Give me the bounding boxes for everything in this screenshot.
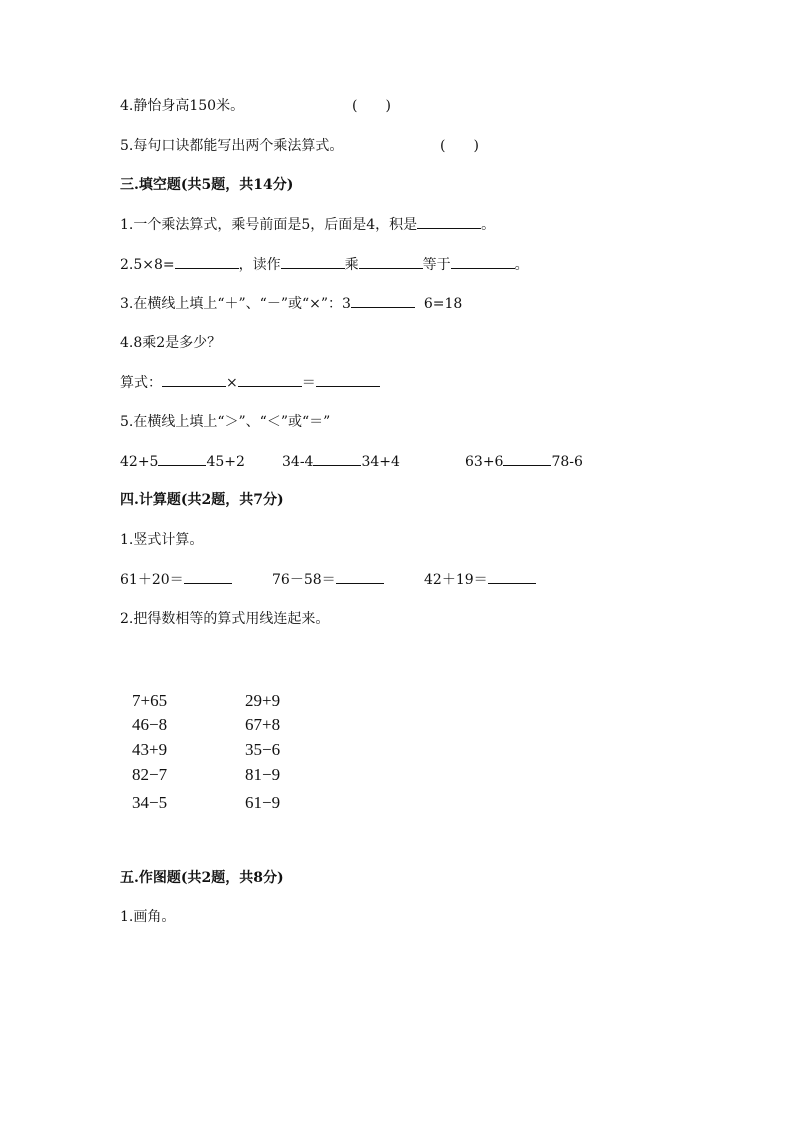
answer-blank[interactable] bbox=[359, 254, 423, 269]
punctuation: 。 bbox=[514, 257, 529, 273]
question-text: 5.每句口诀都能写出两个乘法算式。 bbox=[120, 138, 344, 154]
match-right-item[interactable]: 61−9 bbox=[245, 793, 281, 812]
question-text: 1.一个乘法算式，乘号前面是5，后面是4，积是 bbox=[120, 217, 418, 233]
equation-label: 算式： bbox=[120, 375, 162, 391]
answer-blank[interactable] bbox=[488, 569, 536, 584]
punctuation: 。 bbox=[481, 217, 496, 233]
calc-item: 61＋20＝ bbox=[120, 569, 232, 590]
compare-item: 63+6 78-6 bbox=[465, 451, 583, 472]
match-left-item[interactable]: 43+9 bbox=[132, 740, 168, 759]
match-left-item[interactable]: 7+65 bbox=[132, 691, 168, 710]
fill-question-2 bbox=[120, 254, 529, 275]
match-left-item[interactable]: 82−7 bbox=[132, 765, 168, 784]
answer-blank[interactable] bbox=[162, 372, 226, 387]
draw-question-1: 1.画角。 bbox=[120, 909, 176, 925]
answer-blank[interactable] bbox=[184, 569, 232, 584]
answer-blank[interactable] bbox=[417, 214, 481, 229]
answer-parentheses[interactable]: ( ) bbox=[440, 138, 479, 154]
question-text: 2.5×8= bbox=[120, 257, 175, 273]
answer-blank[interactable] bbox=[313, 451, 361, 466]
compare-item: 42+5 45+2 bbox=[120, 451, 245, 472]
match-left-item[interactable]: 46−8 bbox=[132, 715, 168, 734]
judge-question-5 bbox=[120, 136, 343, 156]
answer-blank[interactable] bbox=[451, 254, 515, 269]
calc-question-1: 1.竖式计算。 bbox=[120, 532, 204, 548]
fill-question-3 bbox=[120, 293, 462, 314]
section-3-heading: 三.填空题(共5题，共14分) bbox=[120, 177, 294, 193]
answer-blank[interactable] bbox=[503, 451, 551, 466]
section-5-heading: 五.作图题(共2题，共8分) bbox=[120, 870, 284, 886]
fill-question-1 bbox=[120, 214, 495, 235]
answer-blank[interactable] bbox=[316, 372, 380, 387]
question-text: 4.静怡身高150米。 bbox=[120, 98, 245, 114]
answer-blank[interactable] bbox=[281, 254, 345, 269]
answer-blank[interactable] bbox=[175, 254, 239, 269]
match-right-item[interactable]: 29+9 bbox=[245, 691, 281, 710]
compare-item: 34-4 34+4 bbox=[282, 451, 400, 472]
multiply-word: 乘 bbox=[344, 257, 359, 273]
answer-blank[interactable] bbox=[238, 372, 302, 387]
match-left-item[interactable]: 34−5 bbox=[132, 793, 168, 812]
judge-question-4 bbox=[120, 96, 244, 116]
calc-item: 42＋19＝ bbox=[424, 569, 536, 590]
equation-tail: 6=18 bbox=[423, 296, 463, 312]
fill-question-4: 4.8乘2是多少？ bbox=[120, 335, 222, 351]
equals-sign: ＝ bbox=[301, 375, 316, 391]
equals-word: 等于 bbox=[422, 257, 451, 273]
times-sign: × bbox=[226, 375, 238, 391]
answer-blank[interactable] bbox=[351, 293, 415, 308]
answer-parentheses[interactable]: ( ) bbox=[352, 98, 391, 114]
answer-blank[interactable] bbox=[336, 569, 384, 584]
match-right-item[interactable]: 67+8 bbox=[245, 715, 281, 734]
section-4-heading: 四.计算题(共2题，共7分) bbox=[120, 492, 284, 508]
question-text: 3.在横线上填上“＋”、“－”或“×”：3 bbox=[120, 296, 351, 312]
read-as-label: ，读作 bbox=[238, 257, 281, 273]
calc-item: 76－58＝ bbox=[272, 569, 384, 590]
answer-blank[interactable] bbox=[158, 451, 206, 466]
match-right-item[interactable]: 35−6 bbox=[245, 740, 281, 759]
calc-question-2: 2.把得数相等的算式用线连起来。 bbox=[120, 611, 330, 627]
match-right-item[interactable]: 81−9 bbox=[245, 765, 281, 784]
fill-question-5: 5.在横线上填上“＞”、“＜”或“＝” bbox=[120, 414, 331, 430]
equation-line bbox=[120, 372, 380, 393]
